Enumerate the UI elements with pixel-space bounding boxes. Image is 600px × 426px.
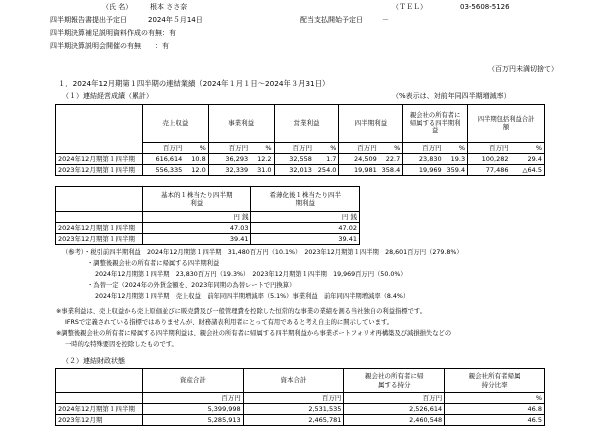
col-header-basic-eps: 基本的１株当たり四半期利益 bbox=[142, 187, 251, 212]
report-date-label: 四半期報告書提出予定日 bbox=[50, 16, 127, 24]
unit-cell: 百万円 bbox=[142, 393, 243, 404]
value-cell: 29.4 bbox=[510, 154, 544, 165]
col-header-equity-ratio: 親会社所有者帰属持分比率 bbox=[445, 369, 545, 393]
value-cell: 2,531,535 bbox=[243, 404, 344, 415]
section-title: １．2024年12月期第１四半期の連結業績（2024年１月１日～2024年３月31日） bbox=[58, 79, 330, 88]
col-header-revenue: 売上収益 bbox=[142, 105, 208, 143]
table-row bbox=[56, 404, 545, 415]
value-cell: 2,460,548 bbox=[344, 415, 445, 426]
value-cell: 32,339 bbox=[208, 165, 250, 176]
supplement-status: 四半期決算補足説明資料作成の有無：有 bbox=[50, 29, 176, 37]
name-value: 根本 ささ奈 bbox=[150, 3, 188, 11]
table-row bbox=[56, 393, 545, 404]
value-cell: 359.4 bbox=[444, 165, 468, 176]
col-header-total-equity: 資本合計 bbox=[243, 369, 344, 393]
col-header-total-assets: 資産合計 bbox=[142, 369, 243, 393]
value-cell: 10.8 bbox=[184, 154, 208, 165]
table-row bbox=[56, 165, 545, 176]
unit-cell: 百万円 bbox=[142, 143, 184, 154]
value-cell: 5,399,998 bbox=[142, 404, 243, 415]
value-cell: 32,013 bbox=[274, 165, 314, 176]
value-cell: 12.0 bbox=[184, 165, 208, 176]
ref-line: 2024年12月期第１四半期 23,830百万円（19.3%） 2023年12月期第１四半期 19,969百万円（50.0%） bbox=[95, 271, 407, 278]
unit-cell: % bbox=[444, 143, 468, 154]
dividend-value: － bbox=[382, 16, 389, 24]
ref-line: ・調整後親会社の所有者に帰属する四半期利益 bbox=[87, 260, 220, 267]
table-row bbox=[56, 154, 545, 165]
tel-value: 03-5608-5126 bbox=[460, 3, 510, 11]
unit-cell: 百万円 bbox=[344, 393, 445, 404]
unit-cell: 百万円 bbox=[339, 143, 379, 154]
row-label: 2024年12月期第１四半期 bbox=[56, 223, 143, 234]
value-cell: 616,614 bbox=[142, 154, 184, 165]
value-cell: 12.2 bbox=[250, 154, 274, 165]
value-cell: 32,558 bbox=[274, 154, 314, 165]
note-line: IFRSで定義されている指標ではありませんが、財務諸表利用者にとって有用であると考え自主的に開示しています。 bbox=[65, 319, 394, 326]
table-row bbox=[56, 212, 360, 223]
ref-line: ・為替一定（2024年の外貨金額を、2023年同期の為替レートで円換算） bbox=[87, 282, 296, 289]
unit-cell: % bbox=[510, 143, 544, 154]
unit-cell: 百万円 bbox=[274, 143, 314, 154]
value-cell: 19.3 bbox=[444, 154, 468, 165]
unit-cell: 百万円 bbox=[243, 393, 344, 404]
row-label: 2024年12月期第１四半期 bbox=[56, 404, 143, 415]
report-date-value: 2024年５月14日 bbox=[148, 16, 203, 24]
value-cell: 46.5 bbox=[445, 415, 545, 426]
value-cell: 22.7 bbox=[379, 154, 403, 165]
value-cell: 31.0 bbox=[250, 165, 274, 176]
row-label: 2024年12月期第１四半期 bbox=[56, 154, 143, 165]
unit-cell: % bbox=[184, 143, 208, 154]
col-header-owner-equity: 親会社の所有者に帰属する持分 bbox=[344, 369, 445, 393]
col-header-operating-profit: 営業利益 bbox=[274, 105, 339, 143]
col-header-comprehensive-income: 四半期包括利益合計額 bbox=[468, 105, 545, 143]
value-cell: 47.03 bbox=[142, 223, 251, 234]
table-row bbox=[56, 223, 360, 234]
name-label: （氏 名） bbox=[102, 3, 133, 11]
unit-cell: 百万円 bbox=[403, 143, 444, 154]
unit-cell: % bbox=[445, 393, 545, 404]
unit-cell: 百万円 bbox=[208, 143, 250, 154]
briefing-status: 四半期決算説明会開催の有無 ：有 bbox=[50, 42, 169, 50]
empty-cell bbox=[56, 212, 143, 223]
unit-note: （百万円未満切捨て） bbox=[488, 65, 558, 73]
unit-cell: 百万円 bbox=[468, 143, 511, 154]
value-cell: 100,282 bbox=[468, 154, 511, 165]
corner-cell bbox=[56, 369, 143, 393]
subsection-title-results: （１）連結経営成績（累計） bbox=[62, 92, 153, 100]
tel-label: （ＴＥＬ） bbox=[392, 3, 427, 11]
value-cell: 556,335 bbox=[142, 165, 184, 176]
note-line: ※調整後親会社の所有者に帰属する四半期利益は、親会社の所有者に帰属する四半期利益から事業ポートフォリオ再構築及び減損損失などの bbox=[56, 330, 452, 337]
value-cell: 23,830 bbox=[403, 154, 444, 165]
value-cell: 358.4 bbox=[379, 165, 403, 176]
table-row bbox=[56, 234, 360, 245]
value-cell: 39.41 bbox=[142, 234, 251, 245]
value-cell: 1.7 bbox=[314, 154, 339, 165]
value-cell: 47.02 bbox=[251, 223, 360, 234]
subsection-title-financial: （２）連結財政状態 bbox=[62, 357, 125, 365]
col-header-owner-profit: 親会社の所有者に帰属する四半期利益 bbox=[403, 105, 468, 143]
value-cell: 39.41 bbox=[251, 234, 360, 245]
row-label: 2023年12月期第１四半期 bbox=[56, 234, 143, 245]
col-header-quarterly-profit: 四半期利益 bbox=[339, 105, 403, 143]
table-row bbox=[56, 415, 545, 426]
dividend-label: 配当支払開始予定日 bbox=[300, 16, 363, 24]
empty-cell bbox=[56, 393, 143, 404]
percent-note: （%表示は、対前年同四半期増減率） bbox=[392, 92, 511, 100]
note-line: 一時的な特殊要因を控除したものです。 bbox=[65, 341, 178, 348]
value-cell: 254.0 bbox=[314, 165, 339, 176]
corner-cell bbox=[56, 105, 143, 154]
ref-line: （参考）・税引前四半期利益 2024年12月期第１四半期 31,480百万円（10.1%） 2023年12月期第１四半期 28,601百万円（279.8%） bbox=[62, 249, 463, 256]
value-cell: 5,285,913 bbox=[142, 415, 243, 426]
value-cell: △64.5 bbox=[510, 165, 544, 176]
value-cell: 2,465,781 bbox=[243, 415, 344, 426]
corner-cell bbox=[56, 187, 143, 212]
unit-cell: 円 銭 bbox=[142, 212, 251, 223]
unit-cell: % bbox=[379, 143, 403, 154]
value-cell: 19,981 bbox=[339, 165, 379, 176]
value-cell: 36,293 bbox=[208, 154, 250, 165]
unit-cell: 円 銭 bbox=[251, 212, 360, 223]
unit-cell: % bbox=[250, 143, 274, 154]
value-cell: 77,486 bbox=[468, 165, 511, 176]
results-table bbox=[55, 104, 545, 176]
note-line: ※事業利益は、売上収益から売上原価並びに販売費及び一般管理費を控除した恒常的な事業の業績を測る当社独自の利益指標です。 bbox=[56, 308, 426, 315]
value-cell: 2,526,614 bbox=[344, 404, 445, 415]
col-header-business-profit: 事業利益 bbox=[208, 105, 274, 143]
value-cell: 46.8 bbox=[445, 404, 545, 415]
ref-line: 2024年12月期第１四半期 売上収益 前年同四半期増減率（5.1%）事業利益 前年同四半期増減率（8.4%） bbox=[95, 293, 410, 300]
financial-position-table bbox=[55, 368, 545, 426]
value-cell: 24,509 bbox=[339, 154, 379, 165]
unit-cell: % bbox=[314, 143, 339, 154]
col-header-diluted-eps: 希薄化後１株当たり四半期利益 bbox=[251, 187, 360, 212]
value-cell: 19,969 bbox=[403, 165, 444, 176]
eps-table bbox=[55, 186, 360, 245]
row-label: 2023年12月期第１四半期 bbox=[56, 165, 143, 176]
row-label: 2023年12月期 bbox=[56, 415, 143, 426]
